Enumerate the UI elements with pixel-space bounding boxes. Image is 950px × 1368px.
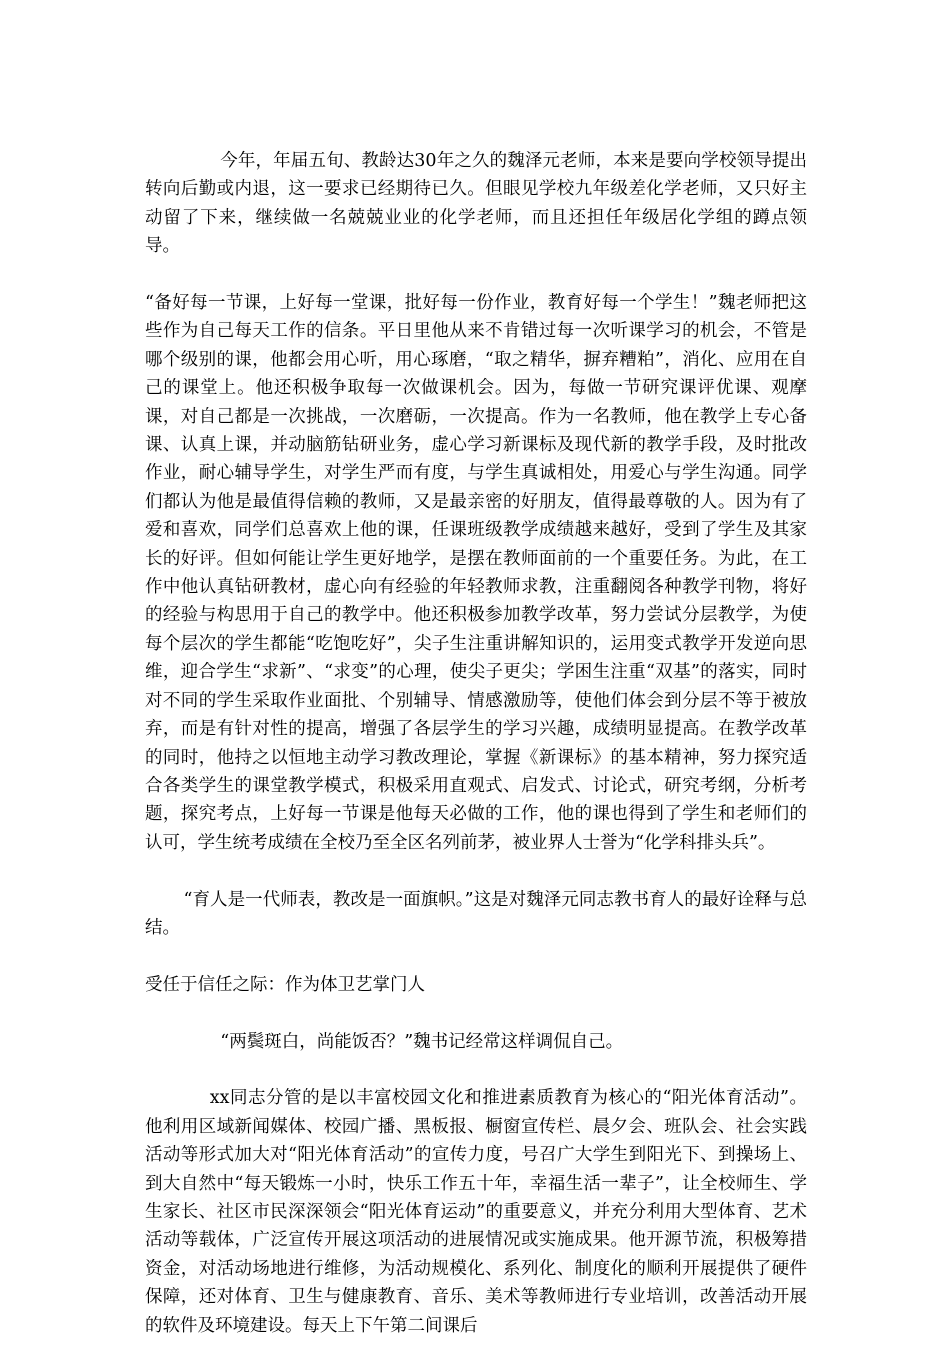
paragraph-4: “两鬓斑白，尚能饭否？”魏书记经常这样调侃自己。 [220,1031,624,1052]
paragraph-5: xx同志分管的是以丰富校园文化和推进素质教育为核心的“阳光体育活动”。他利用区域新闻媒体、校园广播、黑板报、橱窗宣传栏、晨夕会、班队会、社会实践活动等形式加大对“阳光体育活动”的宣传力度，号召广大学生到阳光下、到操场上、到大自然中“每天锻炼一小时，快乐工作五十年，幸福生活一辈子”，让全校师生、学生家长、社区市民深深领会“阳光体育运动”的重要意义，并充分利用大型体育、艺术活动等载体，广泛宣传开展这项活动的进展情况或实施成果。他开源节流，积极筹措资金，对活动场地进行维修，为活动规模化、系列化、制度化的顺利开展提供了硬件保障，还对体育、卫生与健康教育、音乐、美术等教师进行专业培训，改善活动开展的软件及环境建设。每天上下午第二间课后 [145,1088,807,1336]
document-body [145,147,807,1368]
paragraph-2: “备好每一节课，上好每一堂课，批好每一份作业，教育好每一个学生！”魏老师把这些作为自己每天工作的信条。平日里他从来不肯错过每一次听课学习的机会，不管是哪个级别的课，他都会用心听，用心琢磨，“取之精华，摒弃糟粕”，消化、应用在自己的课堂上。他还积极争取每一次做课机会。因为，每做一节研究课评优课、观摩课，对自己都是一次挑战，一次磨砺，一次提高。作为一名教师，他在教学上专心备课、认真上课，并动脑筋钻研业务，虚心学习新课标及现代新的教学手段，及时批改作业，耐心辅导学生，对学生严而有度，与学生真诚相处，用爱心与学生沟通。同学们都认为他是最值得信赖的教师，又是最亲密的好朋友，值得最尊敬的人。因为有了爱和喜欢，同学们总喜欢上他的课，任课班级教学成绩越来越好，受到了学生及其家长的好评。但如何能让学生更好地学，是摆在教师面前的一个重要任务。为此，在工作中他认真钻研教材，虚心向有经验的年轻教师求教，注重翻阅各种教学刊物，将好的经验与构思用于自己的教学中。他还积极参加教学改革，努力尝试分层教学，为使每个层次的学生都能“吃饱吃好”，尖子生注重讲解知识的，运用变式教学开发逆向思维，迎合学生“求新”、“求变”的心理，使尖子更尖；学困生注重“双基”的落实，同时对不同的学生采取作业面批、个别辅导、情感激励等，使他们体会到分层不等于被放弃，而是有针对性的提高，增强了各层学生的学习兴趣，成绩明显提高。在教学改革的同时，他持之以恒地主动学习教改理论，掌握《新课标》的基本精神，努力探究适合各类学生的课堂教学模式，积极采用直观式、启发式、讨论式，研究考纲，分析考题，探究考点，上好每一节课是他每天必做的工作，他的课也得到了学生和老师们的认可，学生统考成绩在全校乃至全区名列前茅，被业界人士誉为“化学科排头兵”。 [145,293,807,853]
paragraph-3: “育人是一代师表，教改是一面旗帜。”这是对魏泽元同志教书育人的最好诠释与总结。 [145,889,807,938]
section-heading: 受任于信任之际：作为体卫艺掌门人 [145,974,425,995]
paragraph-1: 今年，年届五旬、教龄达30年之久的魏泽元老师，本来是要向学校领导提出转向后勤或内退，这一要求已经期待已久。但眼见学校九年级差化学老师，又只好主动留了下来，继续做一名兢兢业业的化学老师，而且还担任年级居化学组的蹲点领导。 [145,151,807,257]
